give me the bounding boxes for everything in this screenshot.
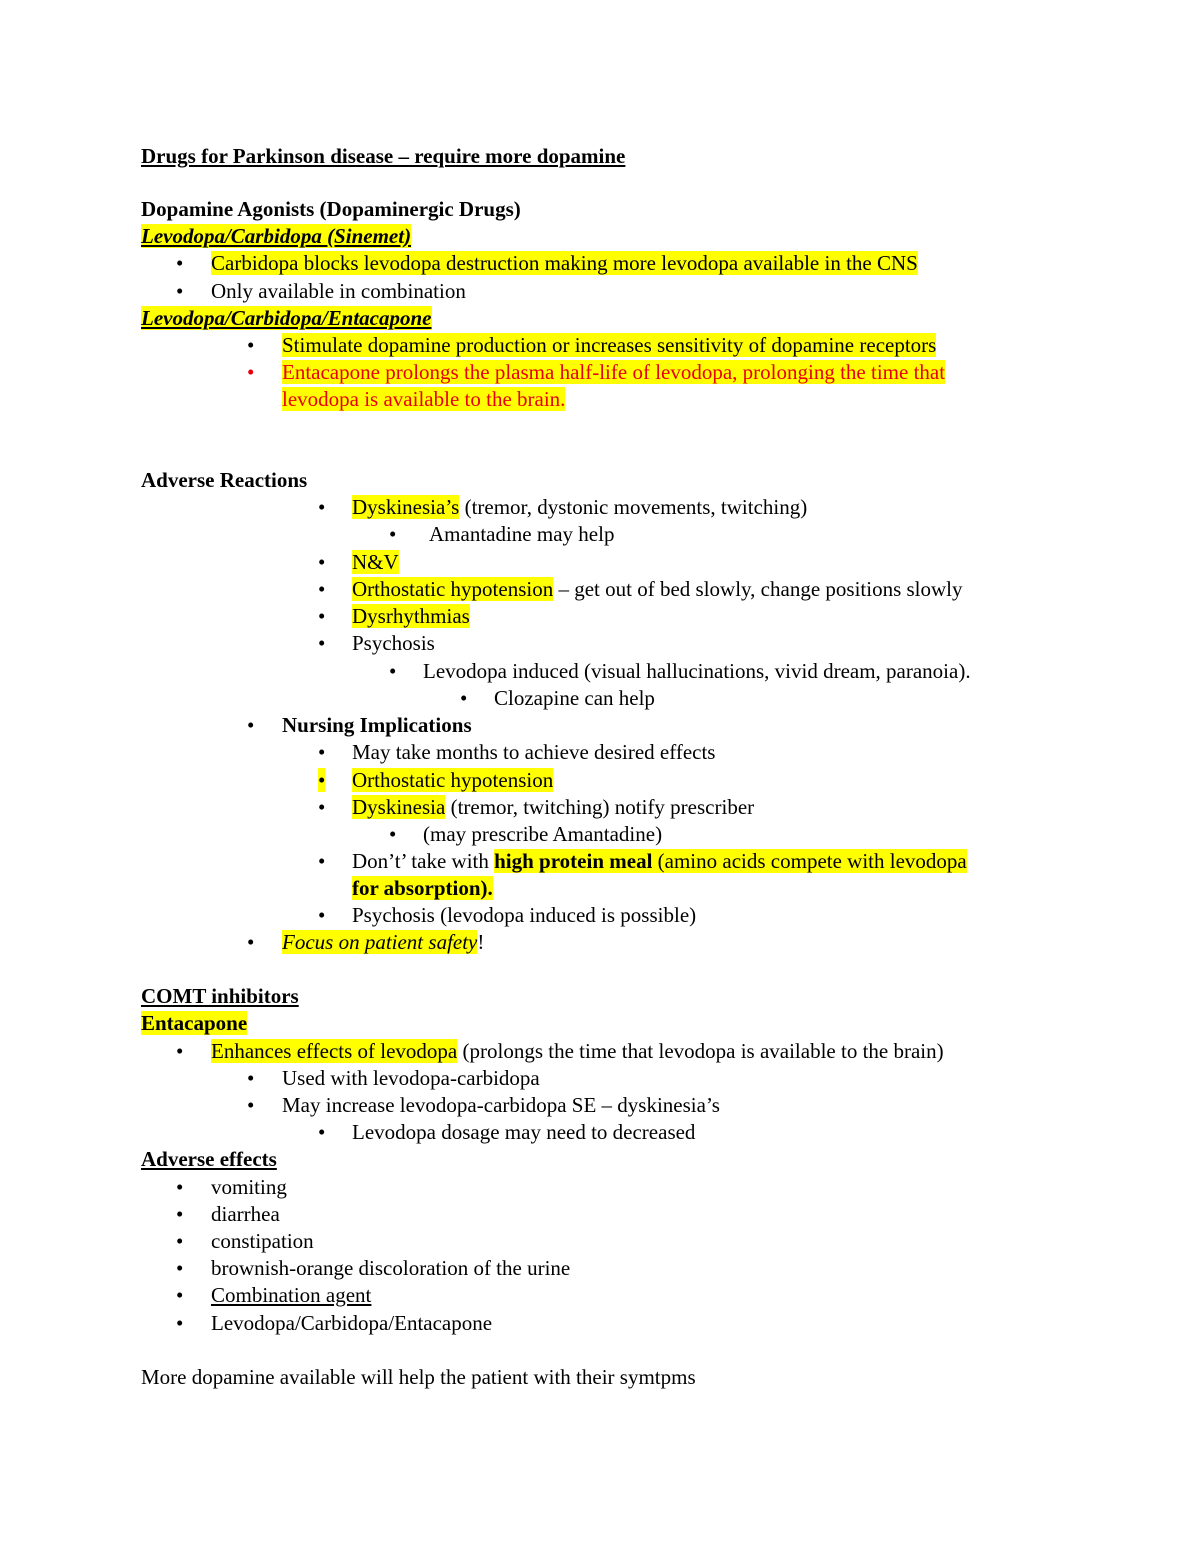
bullet-icon: •	[247, 360, 255, 384]
list-item-text: (tremor, dystonic movements, twitching)	[459, 495, 808, 519]
bullet-icon: •	[318, 631, 326, 655]
list-item	[352, 494, 807, 521]
bullet-icon: •	[318, 740, 326, 764]
bullet-icon: •	[318, 903, 326, 927]
highlighted-text: Stimulate dopamine production or increases sensitivity of dopamine receptors	[282, 333, 937, 357]
list-item: diarrhea	[211, 1202, 280, 1226]
page-title: Drugs for Parkinson disease – require more dopamine	[141, 144, 626, 168]
highlighted-text: Focus on patient safety	[282, 930, 478, 954]
highlighted-text: Enhances effects of levodopa	[211, 1039, 458, 1063]
list-item	[282, 332, 936, 359]
bullet-icon: •	[247, 713, 255, 737]
bullet-icon: •	[176, 251, 184, 275]
bullet-icon: •	[247, 1093, 255, 1117]
highlighted-text: (amino acids compete with levodopa	[652, 849, 967, 873]
bullet-icon: •	[389, 659, 397, 683]
bullet-icon: •	[176, 1229, 184, 1253]
list-item: vomiting	[211, 1175, 287, 1199]
bullet-icon: •	[318, 577, 326, 601]
bullet-icon: •	[389, 522, 397, 546]
bullet-icon: •	[247, 333, 255, 357]
list-item	[211, 250, 918, 277]
list-item: Psychosis (levodopa induced is possible)	[352, 903, 697, 927]
list-item: Amantadine may help	[429, 522, 615, 546]
list-item: Used with levodopa-carbidopa	[282, 1066, 540, 1090]
bullet-icon: •	[176, 1283, 184, 1307]
highlighted-text: Entacapone prolongs the plasma half-life of levodopa, prolonging the time that	[282, 360, 946, 384]
list-item	[352, 603, 470, 630]
list-item: Levodopa induced (visual hallucinations, vivid dream, paranoia).	[423, 659, 971, 683]
drug-name-highlight: Levodopa/Carbidopa/Entacapone	[141, 306, 432, 330]
highlighted-text: Orthostatic hypotension	[352, 577, 554, 601]
drug-name-highlight: Entacapone	[141, 1011, 248, 1035]
list-item-text: (prolongs the time that levodopa is available to the brain)	[457, 1039, 944, 1063]
highlighted-text: Dysrhythmias	[352, 604, 470, 628]
list-item	[282, 929, 484, 956]
drug-name-highlight: Levodopa/Carbidopa (Sinemet)	[141, 224, 412, 248]
highlighted-text: Orthostatic hypotension	[352, 768, 554, 792]
list-item	[352, 549, 399, 576]
list-item: Combination agent	[211, 1283, 372, 1307]
highlighted-bullet: •	[318, 768, 326, 792]
list-item: brownish-orange discoloration of the urine	[211, 1256, 571, 1280]
bullet-icon: •	[318, 604, 326, 628]
bullet-icon: •	[318, 495, 326, 519]
list-item: Levodopa/Carbidopa/Entacapone	[211, 1311, 493, 1335]
highlighted-text: N&V	[352, 550, 399, 574]
bullet-icon: •	[247, 930, 255, 954]
drug-heading-entacapone-combo	[141, 305, 432, 332]
list-item-continuation	[352, 875, 493, 902]
highlighted-text: Carbidopa blocks levodopa destruction making more levodopa available in the CNS	[211, 251, 918, 275]
list-item: Levodopa dosage may need to decreased	[352, 1120, 696, 1144]
list-item: Clozapine can help	[494, 686, 655, 710]
highlighted-text: high protein meal	[494, 849, 653, 873]
bullet-icon: •	[247, 1066, 255, 1090]
bullet-icon: •	[176, 1039, 184, 1063]
drug-heading-sinemet	[141, 223, 411, 250]
list-item-text: Don’t’ take with	[352, 849, 495, 873]
list-item: constipation	[211, 1229, 314, 1253]
list-item: (may prescribe Amantadine)	[423, 822, 663, 846]
list-item: May take months to achieve desired effects	[352, 740, 716, 764]
section-heading-adverse-effects: Adverse effects	[141, 1147, 277, 1171]
bullet-icon: •	[460, 686, 468, 710]
bullet-icon: •	[176, 1202, 184, 1226]
list-item	[352, 576, 963, 603]
list-item	[352, 794, 754, 821]
list-item	[352, 767, 553, 794]
bullet-icon: •	[176, 1311, 184, 1335]
bullet-icon	[318, 767, 325, 794]
bullet-icon: •	[176, 279, 184, 303]
bullet-icon: •	[176, 1256, 184, 1280]
highlighted-text: Dyskinesia	[352, 795, 446, 819]
highlighted-text: levodopa is available to the brain.	[282, 387, 566, 411]
list-item: Only available in combination	[211, 279, 466, 303]
bullet-icon: •	[318, 795, 326, 819]
closing-note: More dopamine available will help the patient with their symtpms	[141, 1365, 696, 1389]
drug-heading-entacapone	[141, 1010, 247, 1037]
list-item: May increase levodopa-carbidopa SE – dyskinesia’s	[282, 1093, 720, 1117]
list-item: Psychosis	[352, 631, 435, 655]
bullet-icon: •	[318, 550, 326, 574]
list-item-continuation	[282, 386, 565, 413]
section-heading-agonists: Dopamine Agonists (Dopaminergic Drugs)	[141, 197, 521, 221]
list-item	[352, 848, 967, 875]
list-item-text: (tremor, twitching) notify prescriber	[445, 795, 755, 819]
bullet-icon: •	[389, 822, 397, 846]
bullet-icon: •	[318, 849, 326, 873]
list-item-text: !	[477, 930, 485, 954]
section-heading-adverse-reactions: Adverse Reactions	[141, 468, 308, 492]
subsection-heading-nursing: Nursing Implications	[282, 713, 472, 737]
list-item-text: – get out of bed slowly, change positions slowly	[553, 577, 963, 601]
highlighted-text: Dyskinesia’s	[352, 495, 460, 519]
section-heading-comt: COMT inhibitors	[141, 984, 299, 1008]
list-item	[211, 1038, 944, 1065]
highlighted-text: for absorption).	[352, 876, 493, 900]
list-item	[282, 359, 945, 386]
bullet-icon: •	[318, 1120, 326, 1144]
bullet-icon: •	[176, 1175, 184, 1199]
